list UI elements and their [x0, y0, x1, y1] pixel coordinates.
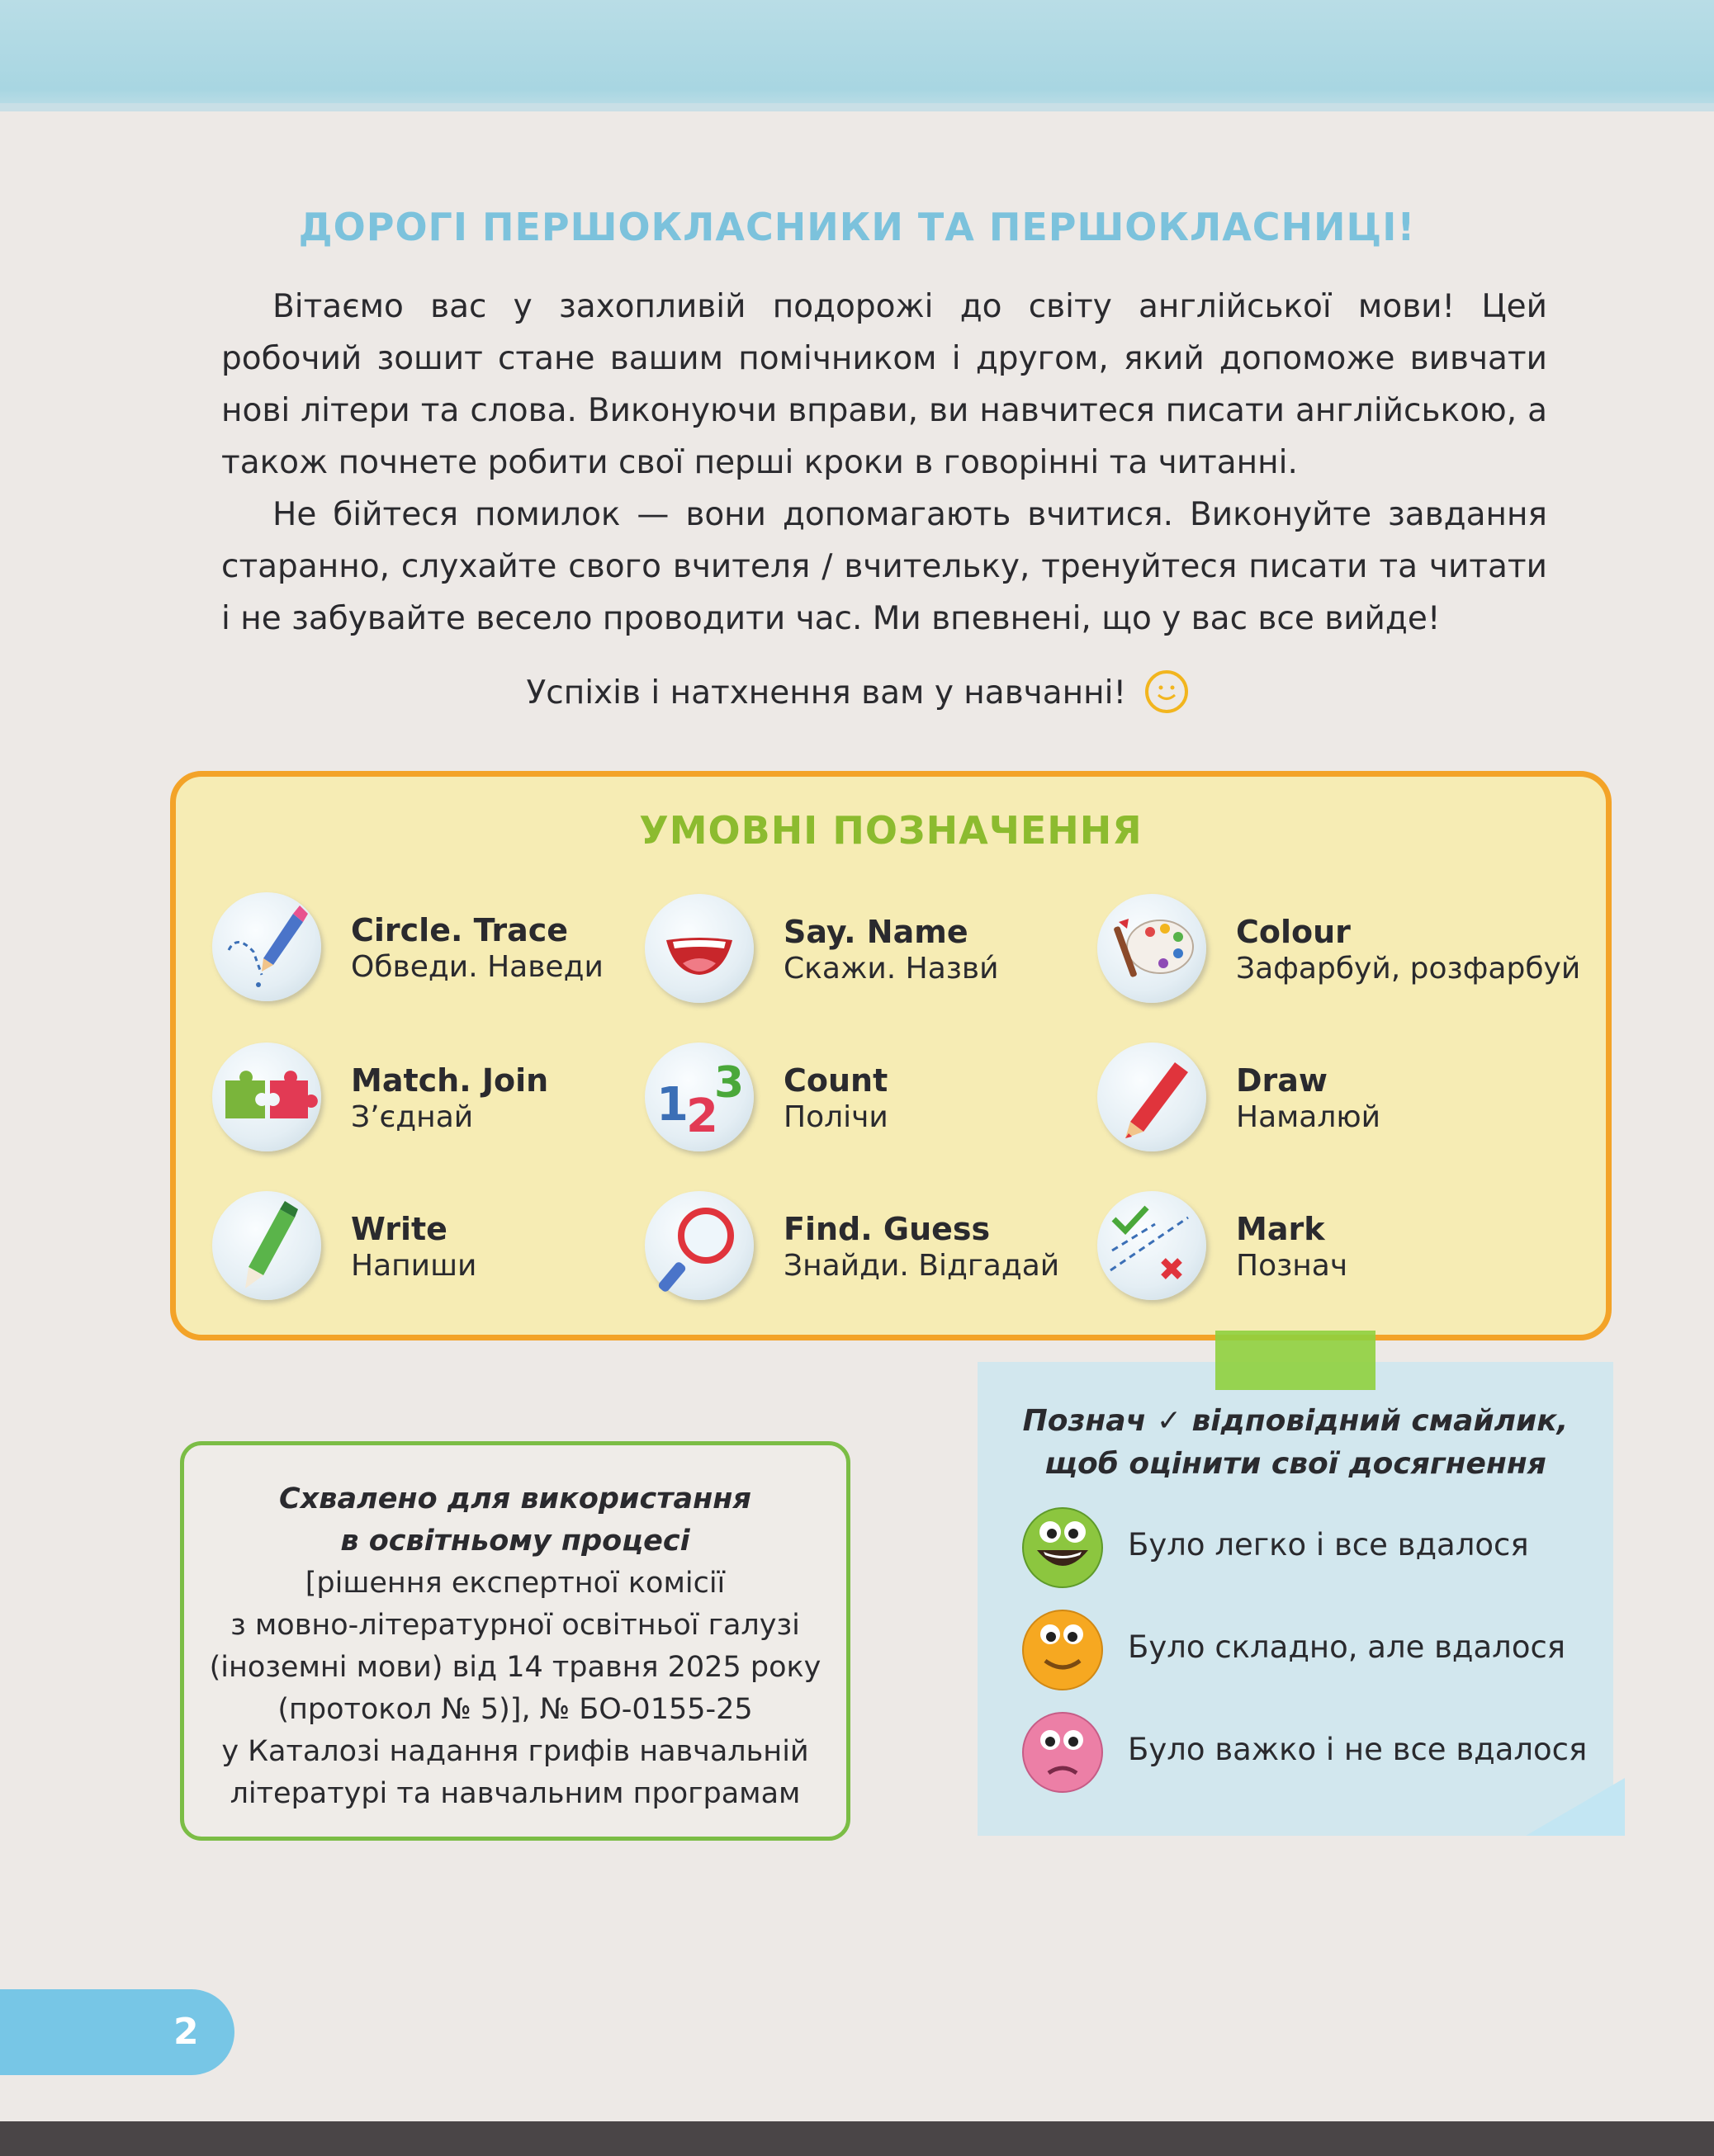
legend-box [170, 771, 1612, 1340]
legend-item-circle-trace [212, 892, 642, 1008]
legend-uk-label: Скажи. Назви́ [784, 952, 999, 986]
intro-text [221, 281, 1547, 645]
palette-icon [1097, 894, 1206, 1003]
check-cross-icon [1097, 1191, 1206, 1300]
rating-label: Було важко і не все вдалося [1128, 1732, 1588, 1767]
legend-en-label: Say. Name [784, 914, 968, 950]
legend-en-label: Match. Join [351, 1062, 549, 1099]
intro-paragraph-2: Не бійтеся помилок — вони допомагають вчитися. Виконуйте завдання старанно, слухайте свого вчителя / вчительку, тренуйтеся писати та читати і не забувайте весело проводити час. Ми впевнені, що у вас все вийде! [221, 496, 1547, 637]
bottom-edge-shadow [0, 2121, 1714, 2156]
puzzle-icon [212, 1043, 321, 1151]
magnifier-icon [645, 1191, 754, 1300]
legend-en-label: Mark [1236, 1211, 1325, 1247]
wish-line [0, 670, 1714, 713]
approval-line: [рішення експертної комісії [305, 1567, 726, 1600]
page-number-tab [0, 1989, 234, 2075]
approval-line: (іноземні мови) від 14 травня 2025 року [209, 1651, 821, 1684]
legend-en-label: Write [351, 1211, 447, 1247]
svg-text:2: 2 [686, 1090, 718, 1143]
intro-paragraph-1: Вітаємо вас у захопливій подорожі до світу англійської мови! Цей робочий зошит стане вашим помічником і другом, який допоможе вивчати нові літери та слова. Виконуючи вправи, ви навчитеся писати англійською, а також почнете робити свої перші кроки в говорінні та читанні. [221, 288, 1547, 481]
page-title: ДОРОГІ ПЕРШОКЛАСНИКИ ТА ПЕРШОКЛАСНИЦІ! [298, 205, 1416, 249]
legend-item-write [212, 1191, 642, 1307]
self-assessment-title-line: Познач ✓ відповідний смайлик, [1022, 1404, 1569, 1438]
legend-uk-label: Знайди. Відгадай [784, 1249, 1060, 1283]
top-band [0, 0, 1714, 111]
pen-icon [212, 1191, 321, 1300]
approval-line: (протокол № 5)], № БО-0155-25 [277, 1693, 753, 1726]
legend-uk-label: Обведи. Наведи [351, 950, 604, 984]
legend-item-find-guess [645, 1191, 1074, 1307]
legend-uk-label: Зафарбуй, розфарбуй [1236, 952, 1581, 986]
legend-en-label: Draw [1236, 1062, 1328, 1099]
mouth-icon [645, 894, 754, 1003]
approval-box [180, 1441, 850, 1841]
legend-en-label: Circle. Trace [351, 912, 569, 948]
pink-sad-face-icon[interactable] [1019, 1707, 1106, 1794]
legend-item-say-name [645, 894, 1074, 1009]
legend-uk-label: Познач [1236, 1249, 1348, 1283]
legend-title: УМОВНІ ПОЗНАЧЕННЯ [639, 808, 1143, 853]
legend-item-colour [1097, 894, 1581, 1009]
legend-item-draw [1097, 1043, 1527, 1158]
orange-smiling-face-icon[interactable] [1019, 1605, 1106, 1692]
numbers-icon [645, 1043, 754, 1151]
self-assessment-title [978, 1400, 1613, 1486]
self-assessment-title-line: щоб оцінити свої досягнення [1044, 1447, 1546, 1481]
green-laughing-face-icon[interactable] [1019, 1502, 1106, 1590]
rating-row-hard[interactable] [1019, 1707, 1597, 1798]
wish-text: Успіхів і натхнення вам у навчанні! [526, 674, 1127, 712]
rating-row-difficult[interactable] [1019, 1605, 1597, 1695]
svg-text:3: 3 [714, 1058, 745, 1108]
rating-label: Було легко і все вдалося [1128, 1527, 1529, 1563]
approval-line: в освітньому процесі [340, 1525, 690, 1558]
crayon-icon [1097, 1043, 1206, 1151]
green-tape-decoration [1215, 1331, 1375, 1390]
self-assessment-card [978, 1362, 1613, 1836]
approval-line: літературі та навчальним програмам [230, 1777, 801, 1810]
approval-line: у Каталозі надання грифів навчальній [221, 1735, 809, 1768]
legend-en-label: Colour [1236, 914, 1351, 950]
approval-line: з мовно-літературної освітньої галузі [230, 1609, 800, 1642]
pencil-trace-icon [212, 892, 321, 1001]
legend-item-count [645, 1043, 1074, 1158]
page-number: 2 [173, 2011, 199, 2053]
smiley-icon [1145, 670, 1188, 713]
svg-text:1: 1 [656, 1078, 689, 1132]
legend-en-label: Find. Guess [784, 1211, 991, 1247]
legend-item-mark [1097, 1191, 1527, 1307]
approval-line: Схвалено для використання [279, 1482, 751, 1515]
rating-row-easy[interactable] [1019, 1502, 1597, 1593]
legend-item-match-join [212, 1043, 642, 1158]
legend-uk-label: Намалюй [1236, 1100, 1381, 1134]
legend-en-label: Count [784, 1062, 888, 1099]
legend-uk-label: Напиши [351, 1249, 477, 1283]
legend-uk-label: Полічи [784, 1100, 888, 1134]
rating-label: Було складно, але вдалося [1128, 1629, 1566, 1665]
legend-uk-label: З’єднай [351, 1100, 474, 1134]
